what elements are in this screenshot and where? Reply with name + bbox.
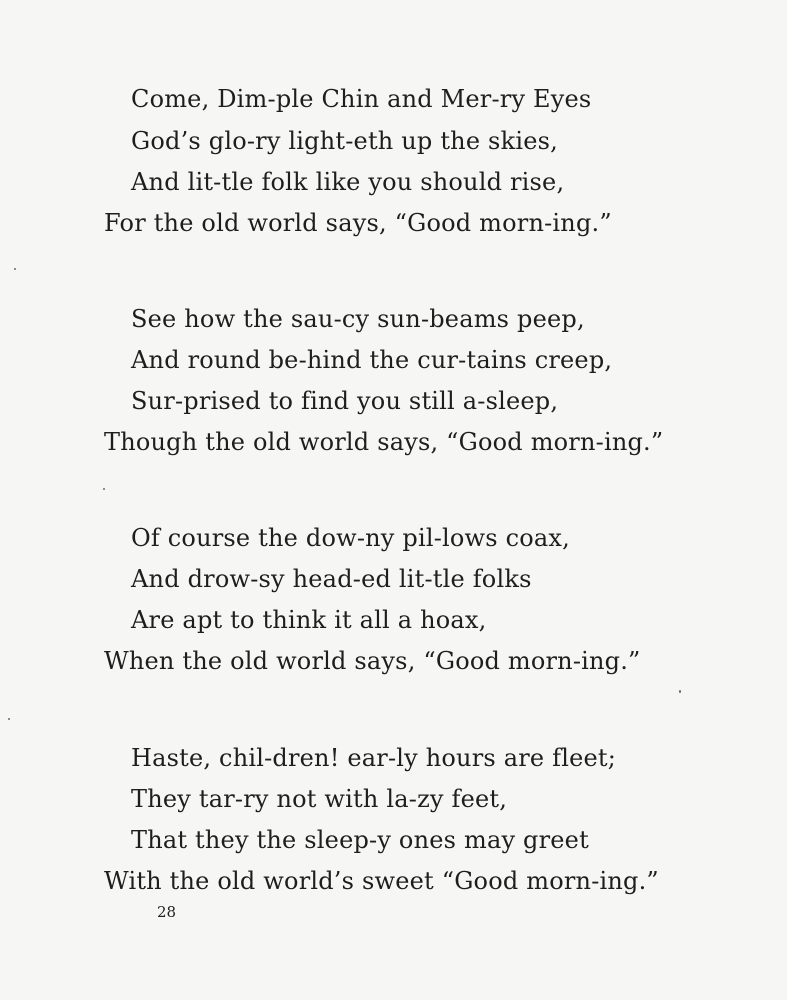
poem-line: That they the sleep-y ones may greet xyxy=(131,826,589,854)
paper-speck xyxy=(679,690,681,693)
page-number: 28 xyxy=(157,903,177,921)
poem-line: Are apt to think it all a hoax, xyxy=(131,606,487,634)
poem-line: God’s glo-ry light-eth up the skies, xyxy=(131,127,558,155)
poem-line: With the old world’s sweet “Good morn-ing.” xyxy=(104,867,659,895)
poem-line: Come, Dim-ple Chin and Mer-ry Eyes xyxy=(131,85,592,113)
poem-line: Though the old world says, “Good morn-ing.” xyxy=(104,428,664,456)
poem-line: When the old world says, “Good morn-ing.” xyxy=(104,647,641,675)
poem-line: And drow-sy head-ed lit-tle folks xyxy=(131,565,532,593)
paper-speck xyxy=(103,488,105,490)
poem-line: Of course the dow-ny pil-lows coax, xyxy=(131,524,570,552)
poem-line: And round be-hind the cur-tains creep, xyxy=(131,346,613,374)
poem-line: They tar-ry not with la-zy feet, xyxy=(131,785,508,813)
poem-line: For the old world says, “Good morn-ing.” xyxy=(104,209,612,237)
poem-line: Sur-prised to find you still a-sleep, xyxy=(131,387,559,415)
paper-speck xyxy=(14,268,16,270)
paper-speck xyxy=(8,718,10,720)
poem-line: And lit-tle folk like you should rise, xyxy=(131,168,565,196)
poem-line: Haste, chil-dren! ear-ly hours are fleet; xyxy=(131,744,617,772)
poem-line: See how the sau-cy sun-beams peep, xyxy=(131,305,585,333)
